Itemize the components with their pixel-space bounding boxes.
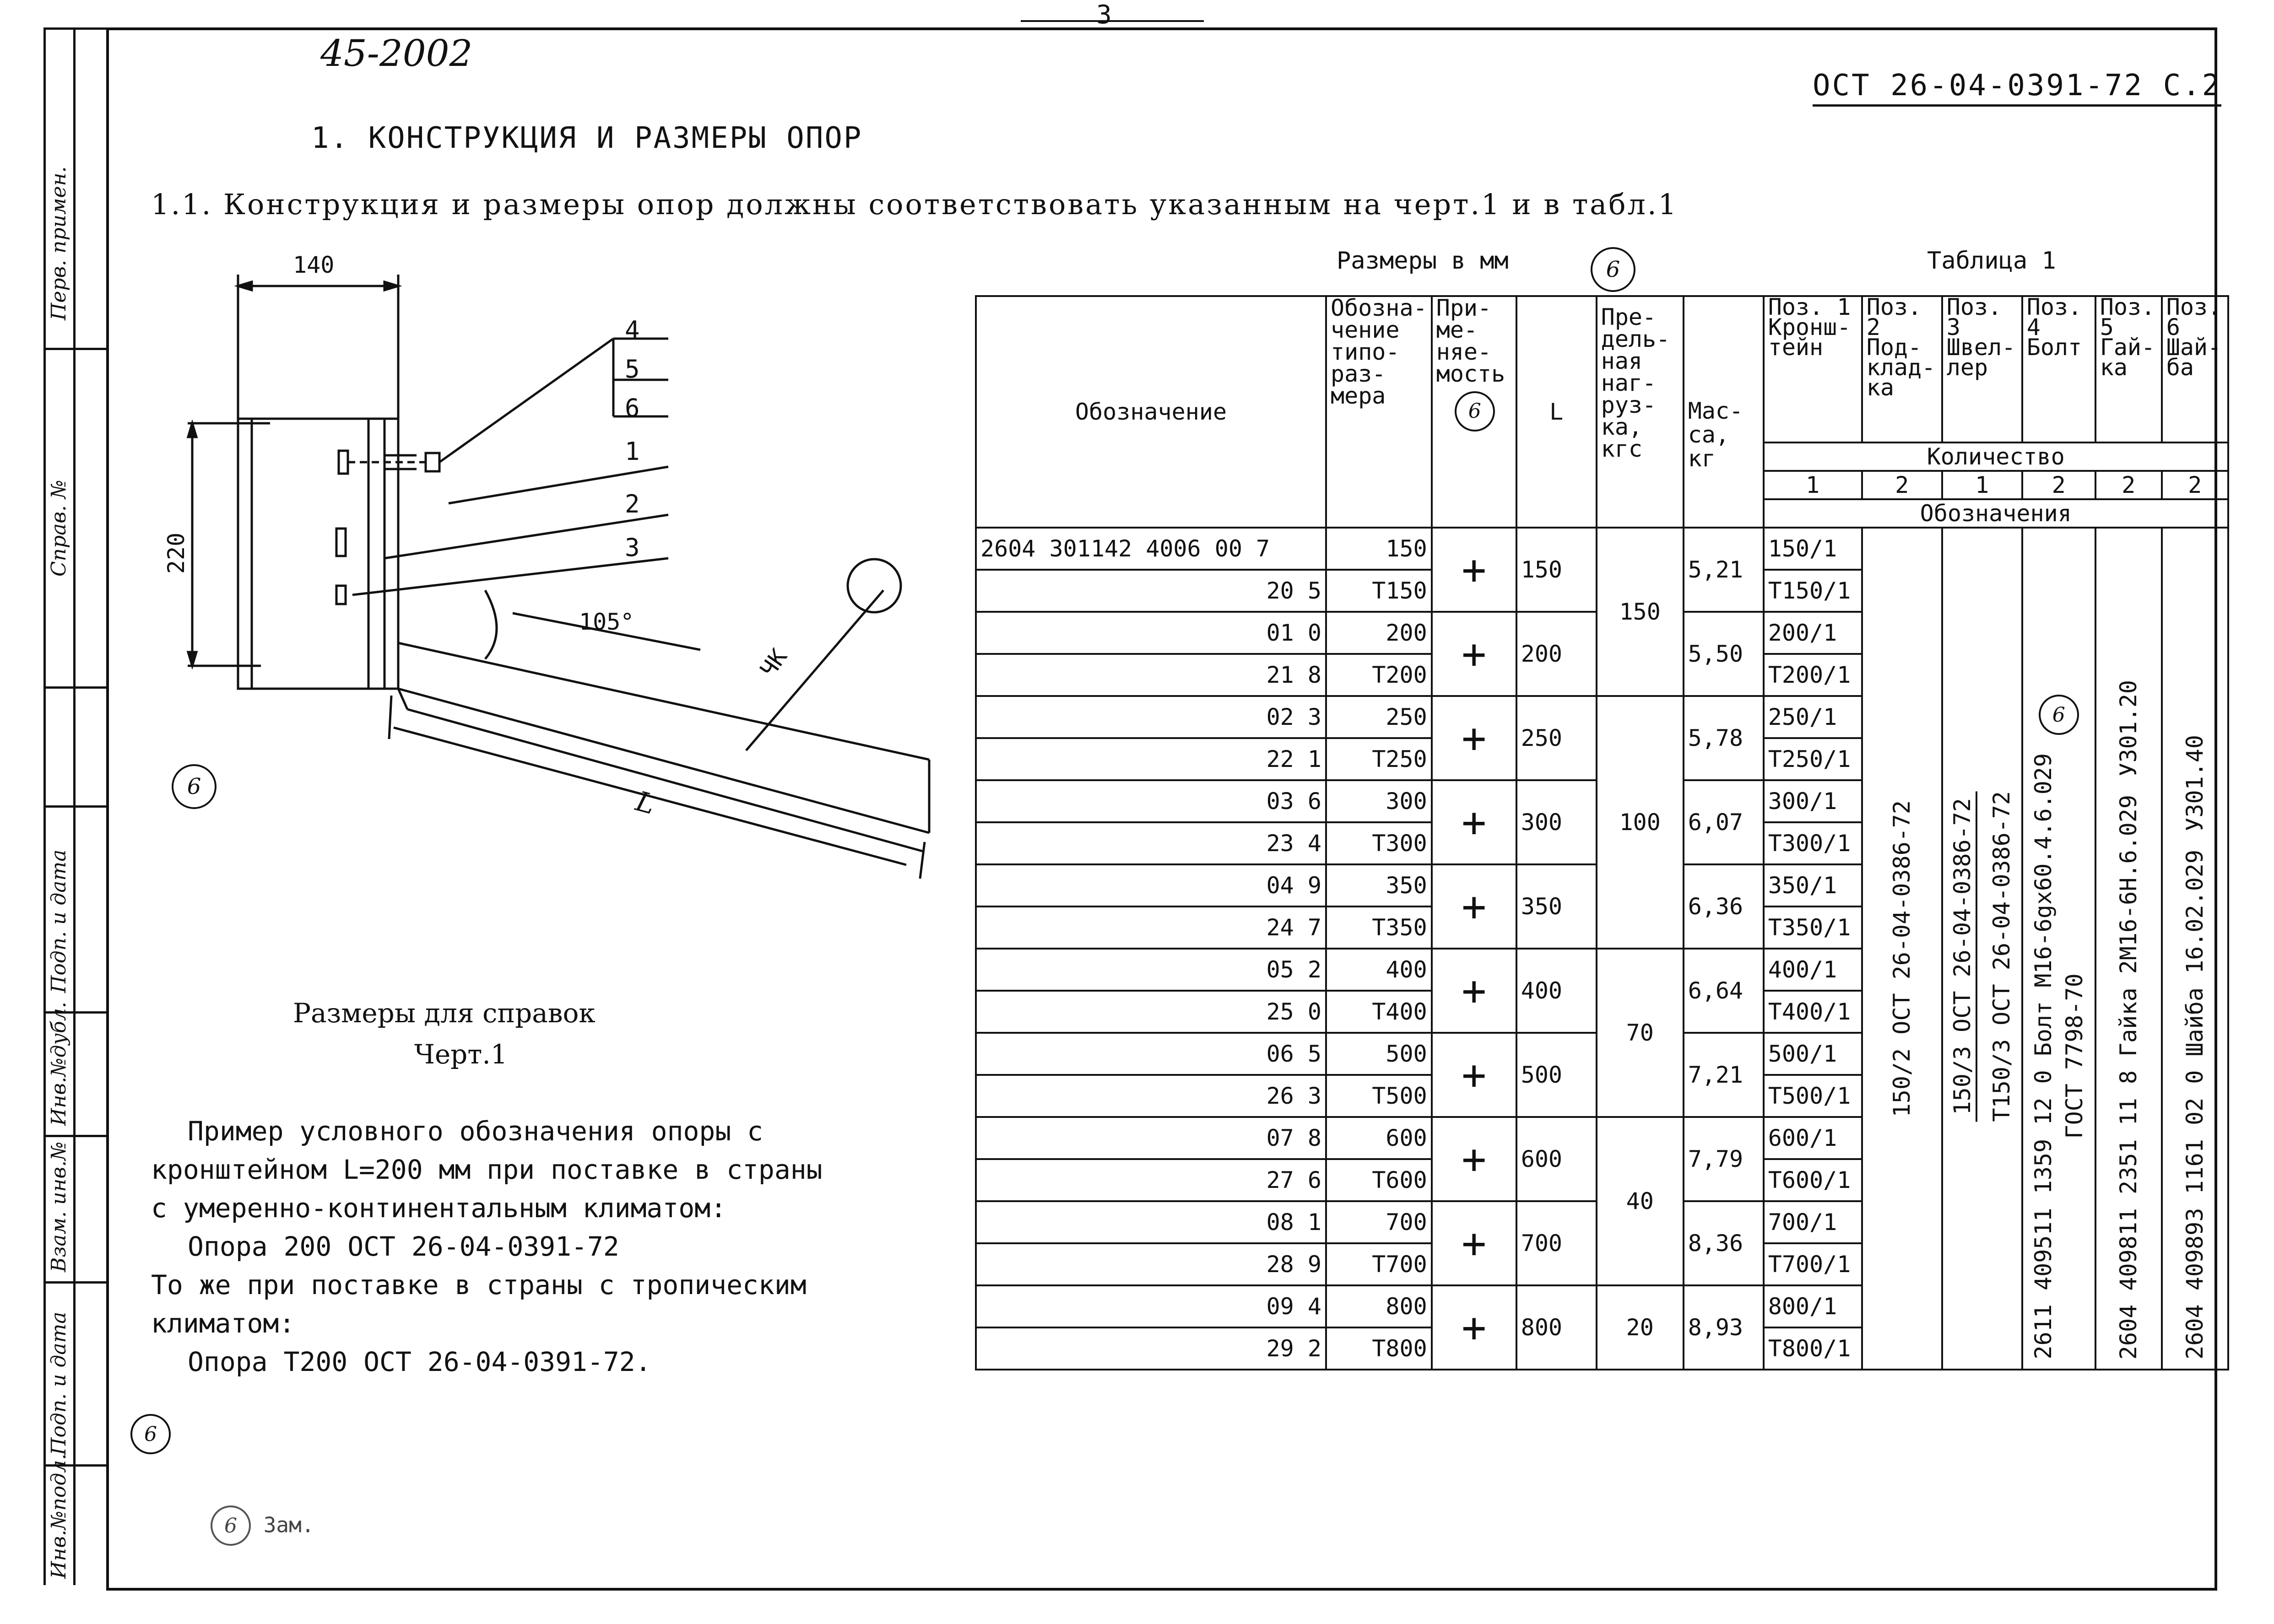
cell-load: 20: [1597, 1285, 1684, 1370]
cell-size: Т600: [1326, 1159, 1432, 1201]
cell-mass: 5,21: [1684, 528, 1764, 612]
cell-mass: 6,64: [1684, 949, 1764, 1033]
cell-code: 06 5: [976, 1033, 1326, 1075]
header-pos3: Поз. 3 Швел-лер: [1942, 296, 2022, 442]
cell-code: 29 2: [976, 1327, 1326, 1370]
table-body: [976, 528, 2228, 1370]
cell-pos5: [2095, 528, 2162, 1370]
ck-label: ЧК: [755, 644, 793, 682]
qty-2: 2: [1862, 471, 1942, 499]
stamp-label-podp2: Подп. и дата: [47, 1311, 70, 1455]
qty-1: 1: [1764, 471, 1862, 499]
pos4-line2: ГОСТ 7798-70: [2061, 974, 2088, 1139]
cell-code: 23 4: [976, 822, 1326, 864]
cell-mass: 5,50: [1684, 612, 1764, 696]
cell-size: 350: [1326, 864, 1432, 906]
example-line-5: То же при поставке в страны с тропическим: [151, 1269, 807, 1300]
header-size: Обозна-чение типо-раз-мера: [1326, 296, 1432, 528]
stamp-label-podp1: Подп. и дата: [47, 849, 70, 993]
callout-4: 4: [625, 316, 640, 345]
example-block: [151, 1112, 823, 1381]
qty-4: 2: [2022, 471, 2095, 499]
header-quantity: Количество: [1764, 442, 2228, 471]
footer-zam: 6 Зам.: [211, 1505, 314, 1546]
cell-code: 09 4: [976, 1285, 1326, 1327]
cell-code: 25 0: [976, 991, 1326, 1033]
dim-width-label: 140: [293, 252, 335, 278]
cell-pos2: [1862, 528, 1942, 1370]
table-caption: Таблица 1: [1927, 247, 2056, 275]
cell-code: 05 2: [976, 949, 1326, 991]
cell-load: 100: [1597, 696, 1684, 949]
cell-size: Т500: [1326, 1075, 1432, 1117]
bolt: [339, 451, 439, 474]
cell-code: 08 1: [976, 1201, 1326, 1243]
zam-label: Зам.: [263, 1512, 314, 1538]
cell-size: Т200: [1326, 654, 1432, 696]
footer-rev-mark: 6: [130, 1414, 171, 1454]
example-line-1: Пример условного обозначения опоры с: [188, 1116, 763, 1147]
arm: [398, 643, 929, 851]
callout-6: 6: [625, 394, 640, 422]
cell-L: 300: [1516, 780, 1597, 864]
cell-code: 2604 301142 4006 00 7: [976, 528, 1326, 570]
cell-code: 07 8: [976, 1117, 1326, 1159]
pos2-text: 150/2 ОСТ 26-04-0386-72: [1889, 800, 1916, 1117]
cell-pos1: Т400/1: [1764, 991, 1862, 1033]
header-pos2: Поз. 2 Под-клад-ка: [1862, 296, 1942, 442]
cell-code: 03 6: [976, 780, 1326, 822]
bracket-plate: [238, 419, 398, 689]
stamp-label-vzam: Взам. инв.№: [47, 1141, 70, 1272]
cell-size: 200: [1326, 612, 1432, 654]
cell-pos6: [2162, 528, 2228, 1370]
cell-pos1: Т700/1: [1764, 1243, 1862, 1285]
cell-mass: 8,93: [1684, 1285, 1764, 1370]
stamp-label-perv: Перв. примен.: [47, 166, 70, 320]
table-row: [976, 528, 2228, 570]
cell-L: 350: [1516, 864, 1597, 949]
cell-size: Т400: [1326, 991, 1432, 1033]
cell-pos1: 700/1: [1764, 1201, 1862, 1243]
cell-pos1: Т200/1: [1764, 654, 1862, 696]
header-pos6: Поз. 6 Шай-ба: [2162, 296, 2228, 442]
dim-height: [188, 423, 270, 666]
cell-size: Т250: [1326, 738, 1432, 780]
header-designations: Обозначения: [1764, 499, 2228, 528]
cell-load: 40: [1597, 1117, 1684, 1285]
cell-pos1: 600/1: [1764, 1117, 1862, 1159]
cell-applicability: +: [1432, 1201, 1516, 1285]
bracket-drawing: [151, 247, 975, 933]
callout-2: 2: [625, 490, 640, 518]
example-line-3: с умеренно-континентальным климатом:: [151, 1192, 727, 1224]
cell-size: 600: [1326, 1117, 1432, 1159]
cell-size: Т300: [1326, 822, 1432, 864]
pos4-rev-mark: 6: [2039, 695, 2079, 735]
cell-pos1: 800/1: [1764, 1285, 1862, 1327]
qty-6: 2: [2162, 471, 2228, 499]
cell-code: 21 8: [976, 654, 1326, 696]
pos3-line2: Т150/3 ОСТ 26-04-0386-72: [1988, 791, 2015, 1122]
cell-applicability: +: [1432, 780, 1516, 864]
cell-size: 300: [1326, 780, 1432, 822]
cell-pos1: 500/1: [1764, 1033, 1862, 1075]
cell-applicability: +: [1432, 612, 1516, 696]
cell-pos1: Т250/1: [1764, 738, 1862, 780]
header-pos1: Поз. 1 Кронш-тейн: [1764, 296, 1862, 442]
header-pos4: Поз. 4 Болт: [2022, 296, 2095, 442]
header-L: L: [1516, 296, 1597, 528]
cell-mass: 6,36: [1684, 864, 1764, 949]
stamp-label-sprav: Справ. №: [47, 480, 70, 577]
pos3-line1: 150/3 ОСТ 26-04-0386-72: [1949, 791, 1977, 1122]
callout-5: 5: [625, 355, 640, 383]
cell-mass: 5,78: [1684, 696, 1764, 780]
pos6-text: 2604 409893 1161 02 0 Шайба 16.02.029: [2182, 850, 2209, 1360]
cell-applicability: +: [1432, 1285, 1516, 1370]
cell-L: 400: [1516, 949, 1597, 1033]
stamp-column: [43, 27, 106, 1585]
spec-table: [975, 295, 2229, 1370]
dim-width: [238, 275, 398, 430]
top-line: [1021, 20, 1204, 22]
cell-size: 150: [1326, 528, 1432, 570]
cell-L: 700: [1516, 1201, 1597, 1285]
cell-size: 700: [1326, 1201, 1432, 1243]
cell-size: Т700: [1326, 1243, 1432, 1285]
cell-size: Т350: [1326, 906, 1432, 949]
example-line-2: кронштейном L=200 мм при поставке в страны: [151, 1154, 823, 1185]
cell-pos1: Т300/1: [1764, 822, 1862, 864]
caption-line2: Черт.1: [414, 1039, 508, 1070]
cell-L: 250: [1516, 696, 1597, 780]
pos5-text: 2604 409811 2351 11 8 Гайка 2М16-6Н.6.029: [2115, 794, 2142, 1360]
pos5-top: У301.20: [2115, 680, 2142, 777]
cell-pos1: Т800/1: [1764, 1327, 1862, 1370]
cell-code: 27 6: [976, 1159, 1326, 1201]
units-caption: Размеры в мм: [1337, 247, 1509, 275]
qty-3: 1: [1942, 471, 2022, 499]
cell-code: 20 5: [976, 570, 1326, 612]
cell-pos1: 400/1: [1764, 949, 1862, 991]
pos4-line1: 2611 409511 1359 12 0 Болт М16-6gx60.4.6.029: [2030, 753, 2057, 1360]
cell-L: 800: [1516, 1285, 1597, 1370]
cell-L: 200: [1516, 612, 1597, 696]
callout-1: 1: [625, 437, 640, 466]
cell-size: Т800: [1326, 1327, 1432, 1370]
cell-applicability: +: [1432, 949, 1516, 1033]
header-designation: Обозначение: [976, 296, 1326, 528]
cell-size: 800: [1326, 1285, 1432, 1327]
cell-code: 22 1: [976, 738, 1326, 780]
handwritten-note: 45-2002: [320, 32, 473, 75]
cell-pos1: Т150/1: [1764, 570, 1862, 612]
header-load: Пре-дель-ная наг-руз-ка, кгс: [1597, 296, 1684, 528]
section-title: 1. КОНСТРУКЦИЯ И РАЗМЕРЫ ОПОР: [311, 121, 863, 155]
example-line-6: климатом:: [151, 1308, 295, 1339]
cell-mass: 6,07: [1684, 780, 1764, 864]
cell-code: 04 9: [976, 864, 1326, 906]
example-line-4: Опора 200 ОСТ 26-04-0391-72: [188, 1231, 619, 1262]
qty-5: 2: [2095, 471, 2162, 499]
stamp-label-inv-podl: Инв.№подл.: [47, 1453, 70, 1579]
pos6-top: У301.40: [2182, 735, 2209, 832]
dim-length: [389, 696, 925, 879]
cell-pos4: [2022, 528, 2095, 1370]
section-clause: 1.1. Конструкция и размеры опор должны соответствовать указанным на черт.1 и в табл.1: [151, 188, 1678, 221]
cell-load: 150: [1597, 528, 1684, 696]
page-marker: 3: [1096, 0, 1112, 30]
header-mass: Мас-са, кг: [1684, 296, 1764, 528]
dim-length-label: L: [632, 785, 659, 821]
cell-mass: 8,36: [1684, 1201, 1764, 1285]
cell-L: 500: [1516, 1033, 1597, 1117]
cell-pos1: Т500/1: [1764, 1075, 1862, 1117]
header-applicability-text: При-ме-няе-мость: [1436, 295, 1505, 387]
drawing-rev-mark: 6: [172, 764, 217, 809]
cell-code: 26 3: [976, 1075, 1326, 1117]
cell-pos1: 300/1: [1764, 780, 1862, 822]
cell-code: 28 9: [976, 1243, 1326, 1285]
cell-load: 70: [1597, 949, 1684, 1117]
cell-pos1: 350/1: [1764, 864, 1862, 906]
cell-pos1: 250/1: [1764, 696, 1862, 738]
cell-pos1: 200/1: [1764, 612, 1862, 654]
cell-applicability: +: [1432, 1117, 1516, 1201]
cell-code: 02 3: [976, 696, 1326, 738]
cell-mass: 7,79: [1684, 1117, 1764, 1201]
cell-applicability: +: [1432, 696, 1516, 780]
cell-pos3: [1942, 528, 2022, 1370]
cell-size: 250: [1326, 696, 1432, 738]
document-number: ОСТ 26-04-0391-72 С.2: [1813, 69, 2221, 107]
dim-angle-label: 105°: [579, 609, 634, 635]
cell-size: 400: [1326, 949, 1432, 991]
cell-mass: 7,21: [1684, 1033, 1764, 1117]
cell-code: 24 7: [976, 906, 1326, 949]
cell-L: 150: [1516, 528, 1597, 612]
example-line-7: Опора Т200 ОСТ 26-04-0391-72.: [188, 1346, 651, 1377]
cell-applicability: +: [1432, 528, 1516, 612]
cell-applicability: +: [1432, 864, 1516, 949]
caption-line1: Размеры для справок: [293, 998, 596, 1029]
cell-applicability: +: [1432, 1033, 1516, 1117]
cell-pos1: Т350/1: [1764, 906, 1862, 949]
cell-pos1: 150/1: [1764, 528, 1862, 570]
cell-pos1: Т600/1: [1764, 1159, 1862, 1201]
cell-L: 600: [1516, 1117, 1597, 1201]
stamp-label-inv-dubl1: Инв.№дубл.: [47, 1002, 70, 1126]
cell-size: Т150: [1326, 570, 1432, 612]
cell-code: 01 0: [976, 612, 1326, 654]
callout-3: 3: [625, 533, 640, 562]
header-applicability: При-ме-няе-мость 6: [1432, 296, 1516, 528]
cell-size: 500: [1326, 1033, 1432, 1075]
table-rev-mark: 6: [1591, 247, 1635, 292]
header-pos5: Поз. 5 Гай-ка: [2095, 296, 2162, 442]
dim-height-label: 220: [163, 532, 190, 574]
